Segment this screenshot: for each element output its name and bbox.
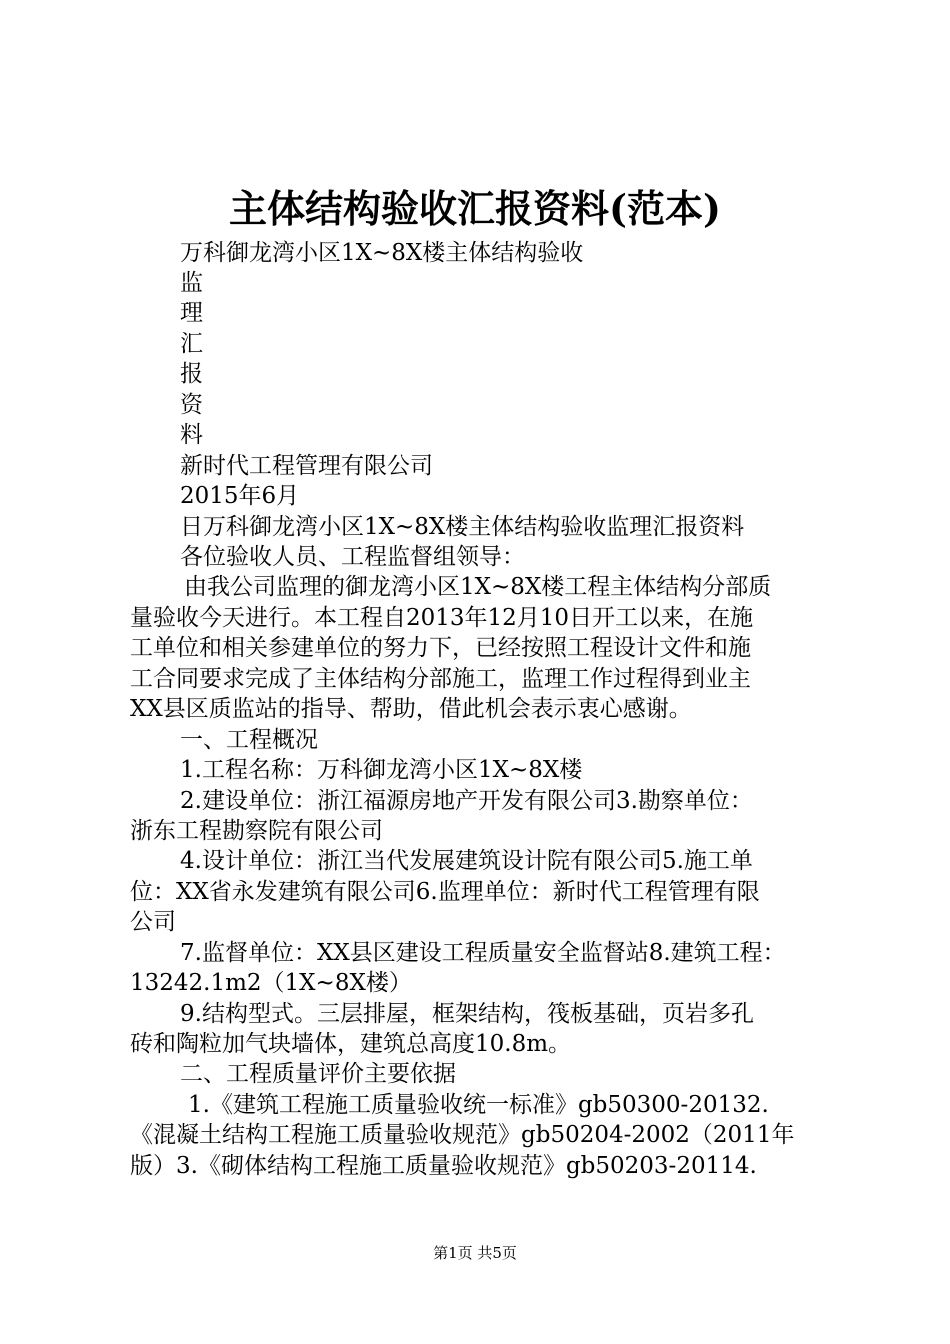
body-line: 工合同要求完成了主体结构分部施工，监理工作过程得到业主 (130, 666, 751, 692)
overview-item: 7.监督单位：XX县区建设工程质量安全监督站8.建筑工程： (180, 940, 786, 966)
basis-item: 版）3.《砌体结构工程施工质量验收规范》gb50203-20114. (130, 1153, 757, 1179)
body-line: 量验收今天进行。本工程自2013年12月10日开工以来，在施 (130, 605, 754, 631)
overview-item: 9.结构型式。三层排屋，框架结构，筏板基础，页岩多孔 (180, 1001, 754, 1027)
vertical-char: 资 (180, 392, 203, 418)
salutation: 各位验收人员、工程监督组领导： (180, 544, 525, 570)
vertical-char: 料 (180, 422, 203, 448)
basis-item: 1.《建筑工程施工质量验收统一标准》gb50300-20132. (188, 1092, 769, 1118)
overview-item: 13242.1m2（1X~8X楼） (130, 970, 412, 996)
overview-item: 位：XX省永发建筑有限公司6.监理单位：新时代工程管理有限 (130, 879, 760, 905)
page-footer: 第1页 共5页 (433, 1244, 517, 1262)
vertical-char: 理 (180, 300, 203, 326)
overview-item: 4.设计单位：浙江当代发展建筑设计院有限公司5.施工单 (180, 848, 753, 874)
date-line: 2015年6月 (180, 483, 300, 509)
vertical-char: 报 (180, 361, 203, 387)
body-line: XX县区质监站的指导、帮助，借此机会表示衷心感谢。 (130, 696, 692, 722)
basis-item: 《混凝土结构工程施工质量验收规范》gb50204-2002（2011年 (130, 1122, 795, 1148)
overview-item: 公司 (130, 909, 176, 935)
overview-item: 浙东工程勘察院有限公司 (130, 818, 383, 844)
overview-item: 2.建设单位：浙江福源房地产开发有限公司3.勘察单位： (180, 788, 753, 814)
section-heading: 一、工程概况 (180, 727, 318, 753)
document-title: 主体结构验收汇报资料(范本) (229, 186, 721, 231)
body-line: 由我公司监理的御龙湾小区1X~8X楼工程主体结构分部质 (184, 574, 772, 600)
section-heading: 二、工程质量评价主要依据 (180, 1061, 456, 1087)
overview-item: 砖和陶粒加气块墙体，建筑总高度10.8m。 (130, 1031, 572, 1057)
body-line: 工单位和相关参建单位的努力下，已经按照工程设计文件和施 (130, 635, 751, 661)
vertical-char: 监 (180, 270, 203, 296)
company-name: 新时代工程管理有限公司 (180, 453, 433, 479)
project-heading: 万科御龙湾小区1X~8X楼主体结构验收 (180, 240, 584, 266)
overview-item: 1.工程名称：万科御龙湾小区1X~8X楼 (180, 757, 583, 783)
report-heading: 日万科御龙湾小区1X~8X楼主体结构验收监理汇报资料 (180, 514, 745, 540)
vertical-char: 汇 (180, 331, 203, 357)
